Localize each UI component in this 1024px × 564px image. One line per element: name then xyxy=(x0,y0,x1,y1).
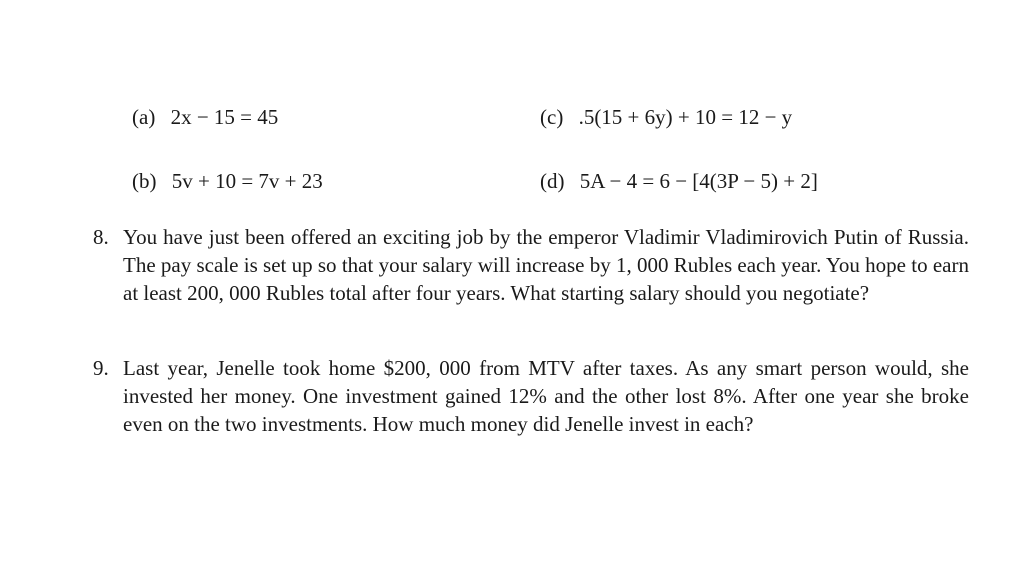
problem-9-number: 9. xyxy=(93,356,109,380)
equation-a-label: (a) xyxy=(132,105,156,129)
equation-a xyxy=(132,104,278,130)
equation-b-label: (b) xyxy=(132,169,157,193)
problem-9-text: Last year, Jenelle took home $200, 000 from MTV after taxes. As any smart person would, she invested her money. One investment gained 12% and the other lost 8%. After one year she broke even on the two investments. How much money did Jenelle invest in each? xyxy=(123,356,969,436)
equation-c xyxy=(540,104,792,130)
problem-8-number: 8. xyxy=(93,225,109,249)
equation-b-expression: 5v + 10 = 7v + 23 xyxy=(171,169,323,193)
problem-8 xyxy=(93,223,969,307)
equation-b xyxy=(132,168,323,194)
equation-d xyxy=(540,168,818,194)
problem-9 xyxy=(93,354,969,438)
equation-c-label: (c) xyxy=(540,105,564,129)
equation-c-expression: .5(15 + 6y) + 10 = 12 − y xyxy=(578,105,793,129)
equation-d-expression: 5A − 4 = 6 − [4(3P − 5) + 2] xyxy=(579,169,818,193)
equation-a-expression: 2x − 15 = 45 xyxy=(170,105,279,129)
problem-8-text: You have just been offered an exciting job by the emperor Vladimir Vladimirovich Putin of Russia. The pay scale is set up so that your salary will increase by 1, 000 Rubles each year. You hope to earn at least 200, 000 Rubles total after four years. What starting salary should you negotiate? xyxy=(123,225,969,305)
equation-d-label: (d) xyxy=(540,169,565,193)
